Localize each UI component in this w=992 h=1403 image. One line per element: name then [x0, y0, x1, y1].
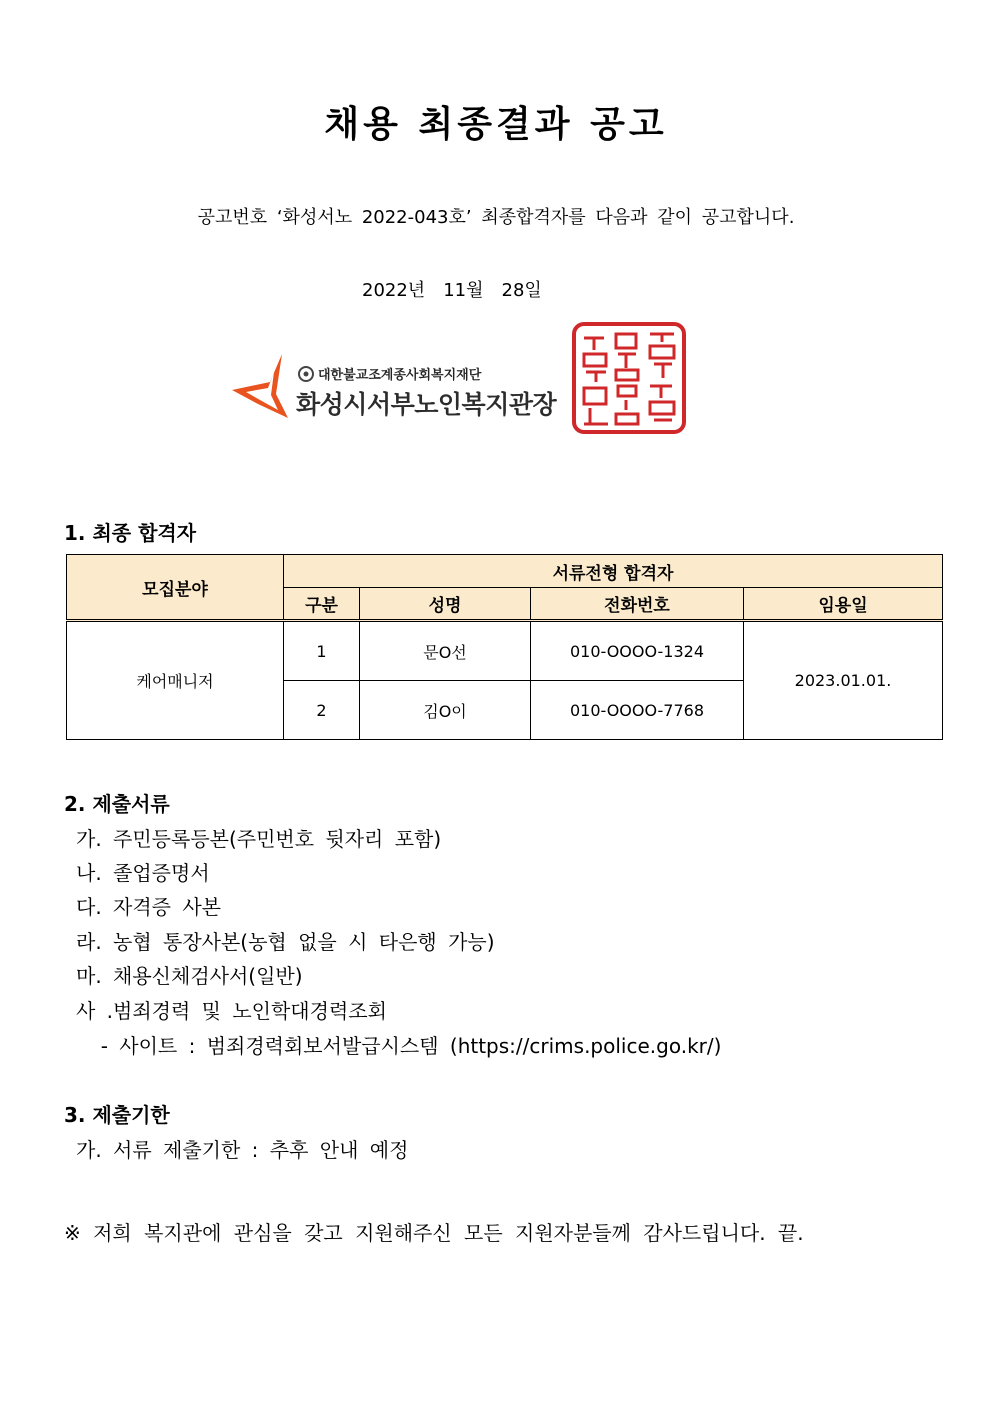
cell-start-date: 2023.01.01.	[744, 621, 943, 740]
announcement-intro: 공고번호 ‘화성서노 2022-043호’ 최종합격자를 다음과 같이 공고합니다.	[197, 207, 795, 228]
table-row	[67, 621, 943, 681]
group-header-screening: 서류전형 합격자	[284, 555, 943, 588]
cell-name: 김O이	[360, 681, 531, 740]
section-heading-documents: 2. 제출서류	[64, 792, 170, 816]
cell-field: 케어매니저	[67, 621, 284, 740]
column-header-start-date: 임용일	[744, 588, 943, 621]
column-header-no: 구분	[284, 588, 360, 621]
announcement-date	[362, 276, 560, 302]
list-item: 나. 졸업증명서	[76, 861, 210, 885]
column-header-name: 성명	[360, 588, 531, 621]
logo-foundation-text: 대한불교조계종사회복지재단	[318, 368, 482, 383]
date-month: 11월	[443, 280, 484, 301]
page-title: 채용 최종결과 공고	[324, 104, 668, 145]
cell-no: 2	[284, 681, 360, 740]
list-item: 마. 채용신체검사서(일반)	[76, 964, 303, 988]
finalists-table	[66, 554, 943, 740]
cell-phone: 010-OOOO-1324	[531, 621, 744, 681]
list-item: 라. 농협 통장사본(농협 없을 시 타은행 가능)	[76, 930, 495, 954]
official-seal-icon	[570, 320, 688, 436]
list-item: 사 .범죄경력 및 노인학대경력조회	[76, 999, 387, 1023]
list-item-site: - 사이트 : 범죄경력회보서발급시스템 (https://crims.police.go.kr/)	[78, 1034, 722, 1058]
column-header-field: 모집분야	[67, 555, 284, 621]
closing-note: ※ 저희 복지관에 관심을 갖고 지원해주신 모든 지원자분들께 감사드립니다. 끝.	[64, 1221, 804, 1245]
logo-org-text: 화성시서부노인복지관장	[296, 390, 557, 419]
section-heading-deadline: 3. 제출기한	[64, 1103, 170, 1127]
cell-phone: 010-OOOO-7768	[531, 681, 744, 740]
list-item: 가. 서류 제출기한 : 추후 안내 예정	[76, 1138, 409, 1162]
list-item: 가. 주민등록등본(주민번호 뒷자리 포함)	[76, 827, 442, 851]
list-item: 다. 자격증 사본	[76, 895, 221, 919]
cell-name: 문O선	[360, 621, 531, 681]
section-heading-finalists: 1. 최종 합격자	[64, 521, 197, 545]
cell-no: 1	[284, 621, 360, 681]
date-day: 28일	[501, 280, 542, 301]
column-header-phone: 전화번호	[531, 588, 744, 621]
date-year: 2022년	[362, 280, 426, 301]
